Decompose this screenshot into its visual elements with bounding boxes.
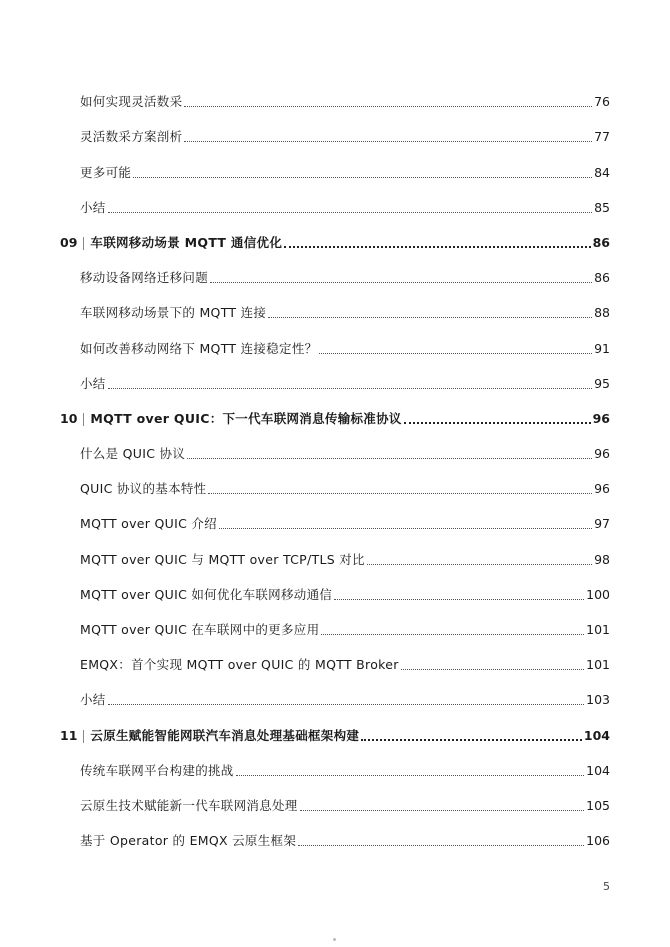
- table-of-contents: [0, 82, 670, 856]
- toc-entry[interactable]: [0, 645, 670, 680]
- entry-title: 小结: [80, 199, 106, 215]
- toc-entry[interactable]: [0, 821, 670, 856]
- entry-page-number: 105: [586, 797, 610, 813]
- entry-title: 云原生赋能智能网联汽车消息处理基础框架构建: [90, 727, 360, 743]
- entry-page-number: 96: [594, 481, 610, 497]
- toc-entry[interactable]: [0, 328, 670, 363]
- dot-leader: [184, 106, 592, 107]
- toc-entry[interactable]: [0, 82, 670, 117]
- toc-entry[interactable]: [0, 575, 670, 610]
- entry-title: MQTT over QUIC 如何优化车联网移动通信: [80, 586, 333, 602]
- entry-page-number: 101: [586, 622, 610, 637]
- dot-leader: [236, 775, 585, 776]
- entry-title: QUIC 协议的基本特性: [80, 481, 207, 497]
- entry-page-number: 76: [594, 94, 610, 110]
- dot-leader: [133, 177, 592, 178]
- dot-leader: [298, 845, 584, 846]
- toc-chapter-entry[interactable]: [0, 399, 670, 434]
- dot-leader: [108, 388, 592, 389]
- entry-title: MQTT over QUIC 在车联网中的更多应用: [80, 622, 320, 637]
- entry-title: 移动设备网络迁移问题: [80, 270, 209, 286]
- toc-entry[interactable]: [0, 786, 670, 821]
- dot-leader: [321, 634, 584, 635]
- dot-leader: [319, 353, 592, 354]
- dot-leader: [401, 669, 584, 670]
- dot-leader: [367, 564, 592, 565]
- entry-page-number: 85: [594, 199, 610, 215]
- toc-entry[interactable]: [0, 434, 670, 469]
- entry-page-number: 101: [586, 657, 610, 673]
- dot-leader: [108, 212, 592, 213]
- toc-entry[interactable]: [0, 504, 670, 539]
- toc-entry[interactable]: [0, 610, 670, 645]
- entry-page-number: 95: [594, 375, 610, 391]
- entry-page-number: 96: [592, 410, 610, 426]
- entry-page-number: 91: [594, 340, 610, 356]
- entry-title: 云原生技术赋能新一代车联网消息处理: [80, 797, 298, 813]
- toc-entry[interactable]: [0, 117, 670, 152]
- toc-chapter-entry[interactable]: [0, 715, 670, 750]
- chapter-separator: [83, 237, 84, 250]
- bottom-dot-mark: [333, 938, 336, 941]
- dot-leader: [208, 493, 592, 494]
- entry-page-number: 88: [594, 305, 610, 321]
- chapter-number: 10: [60, 410, 78, 426]
- toc-entry[interactable]: [0, 188, 670, 223]
- dot-leader: [268, 317, 592, 318]
- entry-page-number: 106: [586, 833, 610, 849]
- toc-entry[interactable]: [0, 293, 670, 328]
- entry-page-number: 77: [594, 129, 610, 145]
- page-number: 5: [603, 880, 610, 893]
- toc-entry[interactable]: [0, 364, 670, 399]
- entry-page-number: 86: [594, 270, 610, 286]
- entry-title: 车联网移动场景下的 MQTT 连接: [80, 305, 267, 321]
- chapter-separator: [83, 730, 84, 743]
- toc-entry[interactable]: [0, 152, 670, 187]
- entry-page-number: 97: [594, 516, 610, 532]
- entry-title: 小结: [80, 375, 106, 391]
- entry-page-number: 100: [586, 586, 610, 602]
- entry-page-number: 86: [592, 234, 610, 250]
- entry-title: 传统车联网平台构建的挑战: [80, 762, 234, 778]
- dot-leader: [219, 528, 592, 529]
- dot-leader: [210, 282, 592, 283]
- entry-page-number: 104: [586, 762, 610, 778]
- dot-leader: [300, 810, 585, 811]
- entry-title: MQTT over QUIC 与 MQTT over TCP/TLS 对比: [80, 551, 365, 567]
- dot-leader: [284, 246, 590, 248]
- entry-title: 如何改善移动网络下 MQTT 连接稳定性？: [80, 340, 318, 356]
- entry-title: 更多可能: [80, 164, 132, 180]
- entry-title: 小结: [80, 692, 106, 708]
- entry-title: MQTT over QUIC 介绍: [80, 516, 217, 532]
- dot-leader: [404, 422, 591, 424]
- entry-page-number: 96: [594, 446, 610, 462]
- toc-entry[interactable]: [0, 680, 670, 715]
- toc-entry[interactable]: [0, 539, 670, 574]
- entry-title: 什么是 QUIC 协议: [80, 446, 186, 462]
- entry-page-number: 98: [594, 551, 610, 567]
- entry-page-number: 103: [586, 692, 610, 708]
- toc-entry[interactable]: [0, 469, 670, 504]
- entry-page-number: 104: [583, 727, 610, 743]
- dot-leader: [361, 739, 582, 741]
- entry-title: 灵活数采方案剖析: [80, 129, 183, 145]
- entry-title: EMQX：首个实现 MQTT over QUIC 的 MQTT Broker: [80, 657, 399, 673]
- entry-title: 基于 Operator 的 EMQX 云原生框架: [80, 833, 297, 849]
- dot-leader: [108, 704, 585, 705]
- toc-entry[interactable]: [0, 751, 670, 786]
- dot-leader: [184, 141, 592, 142]
- chapter-number: 11: [60, 727, 78, 743]
- entry-title: 车联网移动场景 MQTT 通信优化: [90, 234, 283, 250]
- entry-page-number: 84: [594, 164, 610, 180]
- dot-leader: [187, 458, 592, 459]
- entry-title: 如何实现灵活数采: [80, 94, 183, 110]
- chapter-separator: [83, 413, 84, 426]
- toc-entry[interactable]: [0, 258, 670, 293]
- chapter-number: 09: [60, 234, 78, 250]
- toc-chapter-entry[interactable]: [0, 223, 670, 258]
- entry-title: MQTT over QUIC：下一代车联网消息传输标准协议: [90, 410, 402, 426]
- dot-leader: [334, 599, 584, 600]
